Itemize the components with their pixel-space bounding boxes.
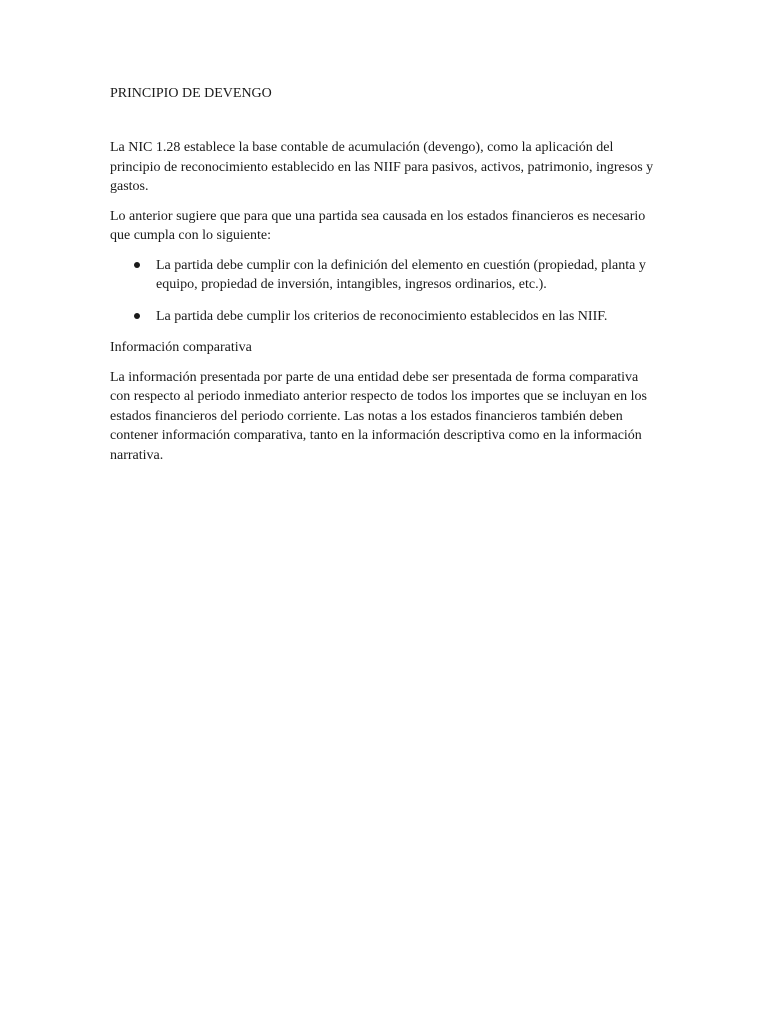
paragraph-nic-devengo: La NIC 1.28 establece la base contable de acumulación (devengo), como la aplicación del principio de reconocimiento establecido en las NIIF para pasivos, activos, patrimonio, ingresos y gastos. bbox=[110, 140, 654, 194]
document-page bbox=[110, 84, 655, 475]
bullet-icon bbox=[134, 262, 140, 268]
bullet-icon bbox=[134, 313, 140, 319]
section-heading-comparativa: Información comparativa bbox=[110, 340, 252, 355]
list-item bbox=[110, 307, 655, 327]
paragraph-comparativa: La información presentada por parte de una entidad debe ser presentada de forma comparativa con respecto al periodo inmediato anterior respecto de todos los importes que se incluyan en los estados financieros del periodo corriente. Las notas a los estados financieros también deben contener información comparativa, tanto en la información descriptiva como en la información narrativa. bbox=[110, 369, 647, 463]
requirements-list bbox=[110, 256, 655, 327]
list-item bbox=[110, 256, 655, 295]
document-title: PRINCIPIO DE DEVENGO bbox=[110, 86, 272, 101]
paragraph-requisitos: Lo anterior sugiere que para que una partida sea causada en los estados financieros es necesario que cumpla con lo siguiente: bbox=[110, 208, 646, 243]
list-item-text: La partida debe cumplir los criterios de reconocimiento establecidos en las NIIF. bbox=[156, 308, 608, 324]
list-item-text: La partida debe cumplir con la definición del elemento en cuestión (propiedad, planta y equipo, propiedad de inversión, intangibles, ingresos ordinarios, etc.). bbox=[156, 257, 646, 292]
